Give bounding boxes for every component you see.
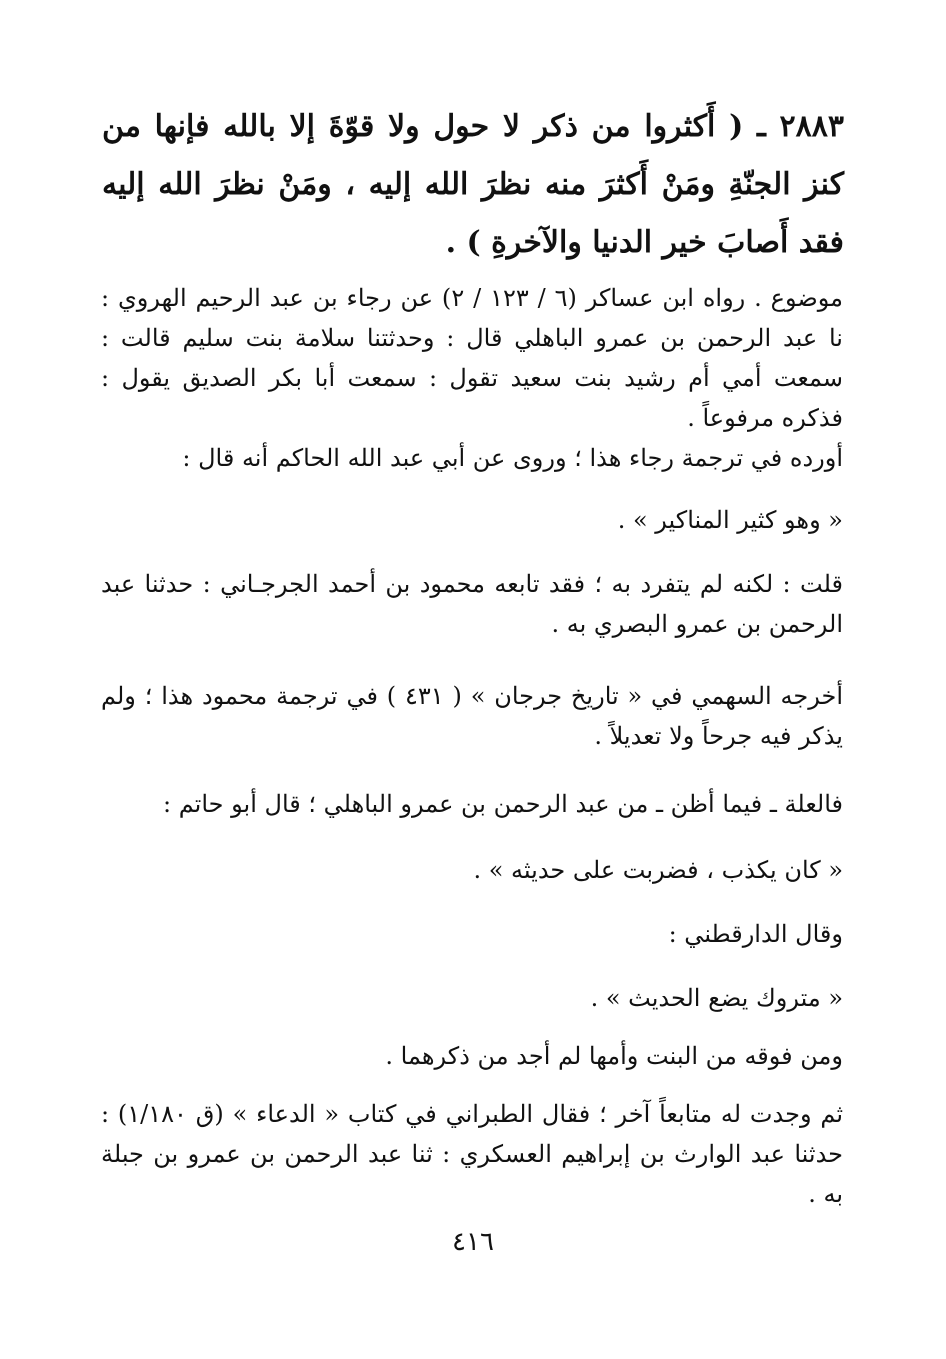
paragraph-awradahu: أورده في ترجمة رجاء هذا ؛ وروى عن أبي عبد الله الحاكم أنه قال :	[182, 444, 843, 472]
paragraph-qultu: قلت : لكنه لم يتفرد به ؛ فقد تابعه محمود بن أحمد الجرجـاني : حدثنا عبد الرحمن بن عمرو البصري به .	[101, 570, 843, 638]
page-number: ٤١٦	[452, 1227, 494, 1257]
quote-matruk: « متروك يضع الحديث » .	[590, 984, 843, 1012]
paragraph-man-fawqahu: ومن فوقه من البنت وأمها لم أجد من ذكرهما .	[385, 1042, 843, 1070]
paragraph-mawdu: موضوع . رواه ابن عساكر (٦ / ١٢٣ / ٢) عن رجاء بن عبد الرحيم الهروي : نا عبد الرحمن بن عمرو الباهلي قال : وحدثتنا سلامة بنت سليم قالت : سمعت أمي أم رشيد بنت سعيد تقول : سمعت أبا بكر الصديق يقول : فذكره مرفوعاً .	[101, 284, 844, 432]
quote-kathir-almanakir: « وهو كثير المناكير » .	[617, 506, 843, 534]
hadith-text: ٢٨٨٣ ـ ( أَكثروا من ذكر لا حول ولا قوّةَ إلا بالله فإنها من كنز الجنّةِ ومَنْ أَكثرَ منه نظرَ الله إليه ، ومَنْ نظرَ الله إليه فقد أَصابَ خير الدنيا والآخرةِ ) .	[102, 109, 844, 260]
paragraph-alilla: فالعلة ـ فيما أظن ـ من عبد الرحمن بن عمرو الباهلي ؛ قال أبو حاتم :	[162, 790, 843, 818]
paragraph-thumma-wajadtu: ثم وجدت له متابعاً آخر ؛ فقال الطبراني في كتاب « الدعاء » (ق ١/١٨٠) : حدثنا عبد الوارث بن إبراهيم العسكري : ثنا عبد الرحمن بن عمرو بن جبلة به .	[101, 1100, 844, 1208]
paragraph-daraqutni: وقال الدارقطني :	[668, 920, 843, 948]
quote-kana-yakdhib: « كان يكذب ، فضربت على حديثه » .	[473, 856, 843, 884]
paragraph-akhrajahu: أخرجه السهمي في « تاريخ جرجان » ( ٤٣١ ) في ترجمة محمود هذا ؛ ولم يذكر فيه جرحاً ولا تعديلاً .	[101, 682, 843, 750]
